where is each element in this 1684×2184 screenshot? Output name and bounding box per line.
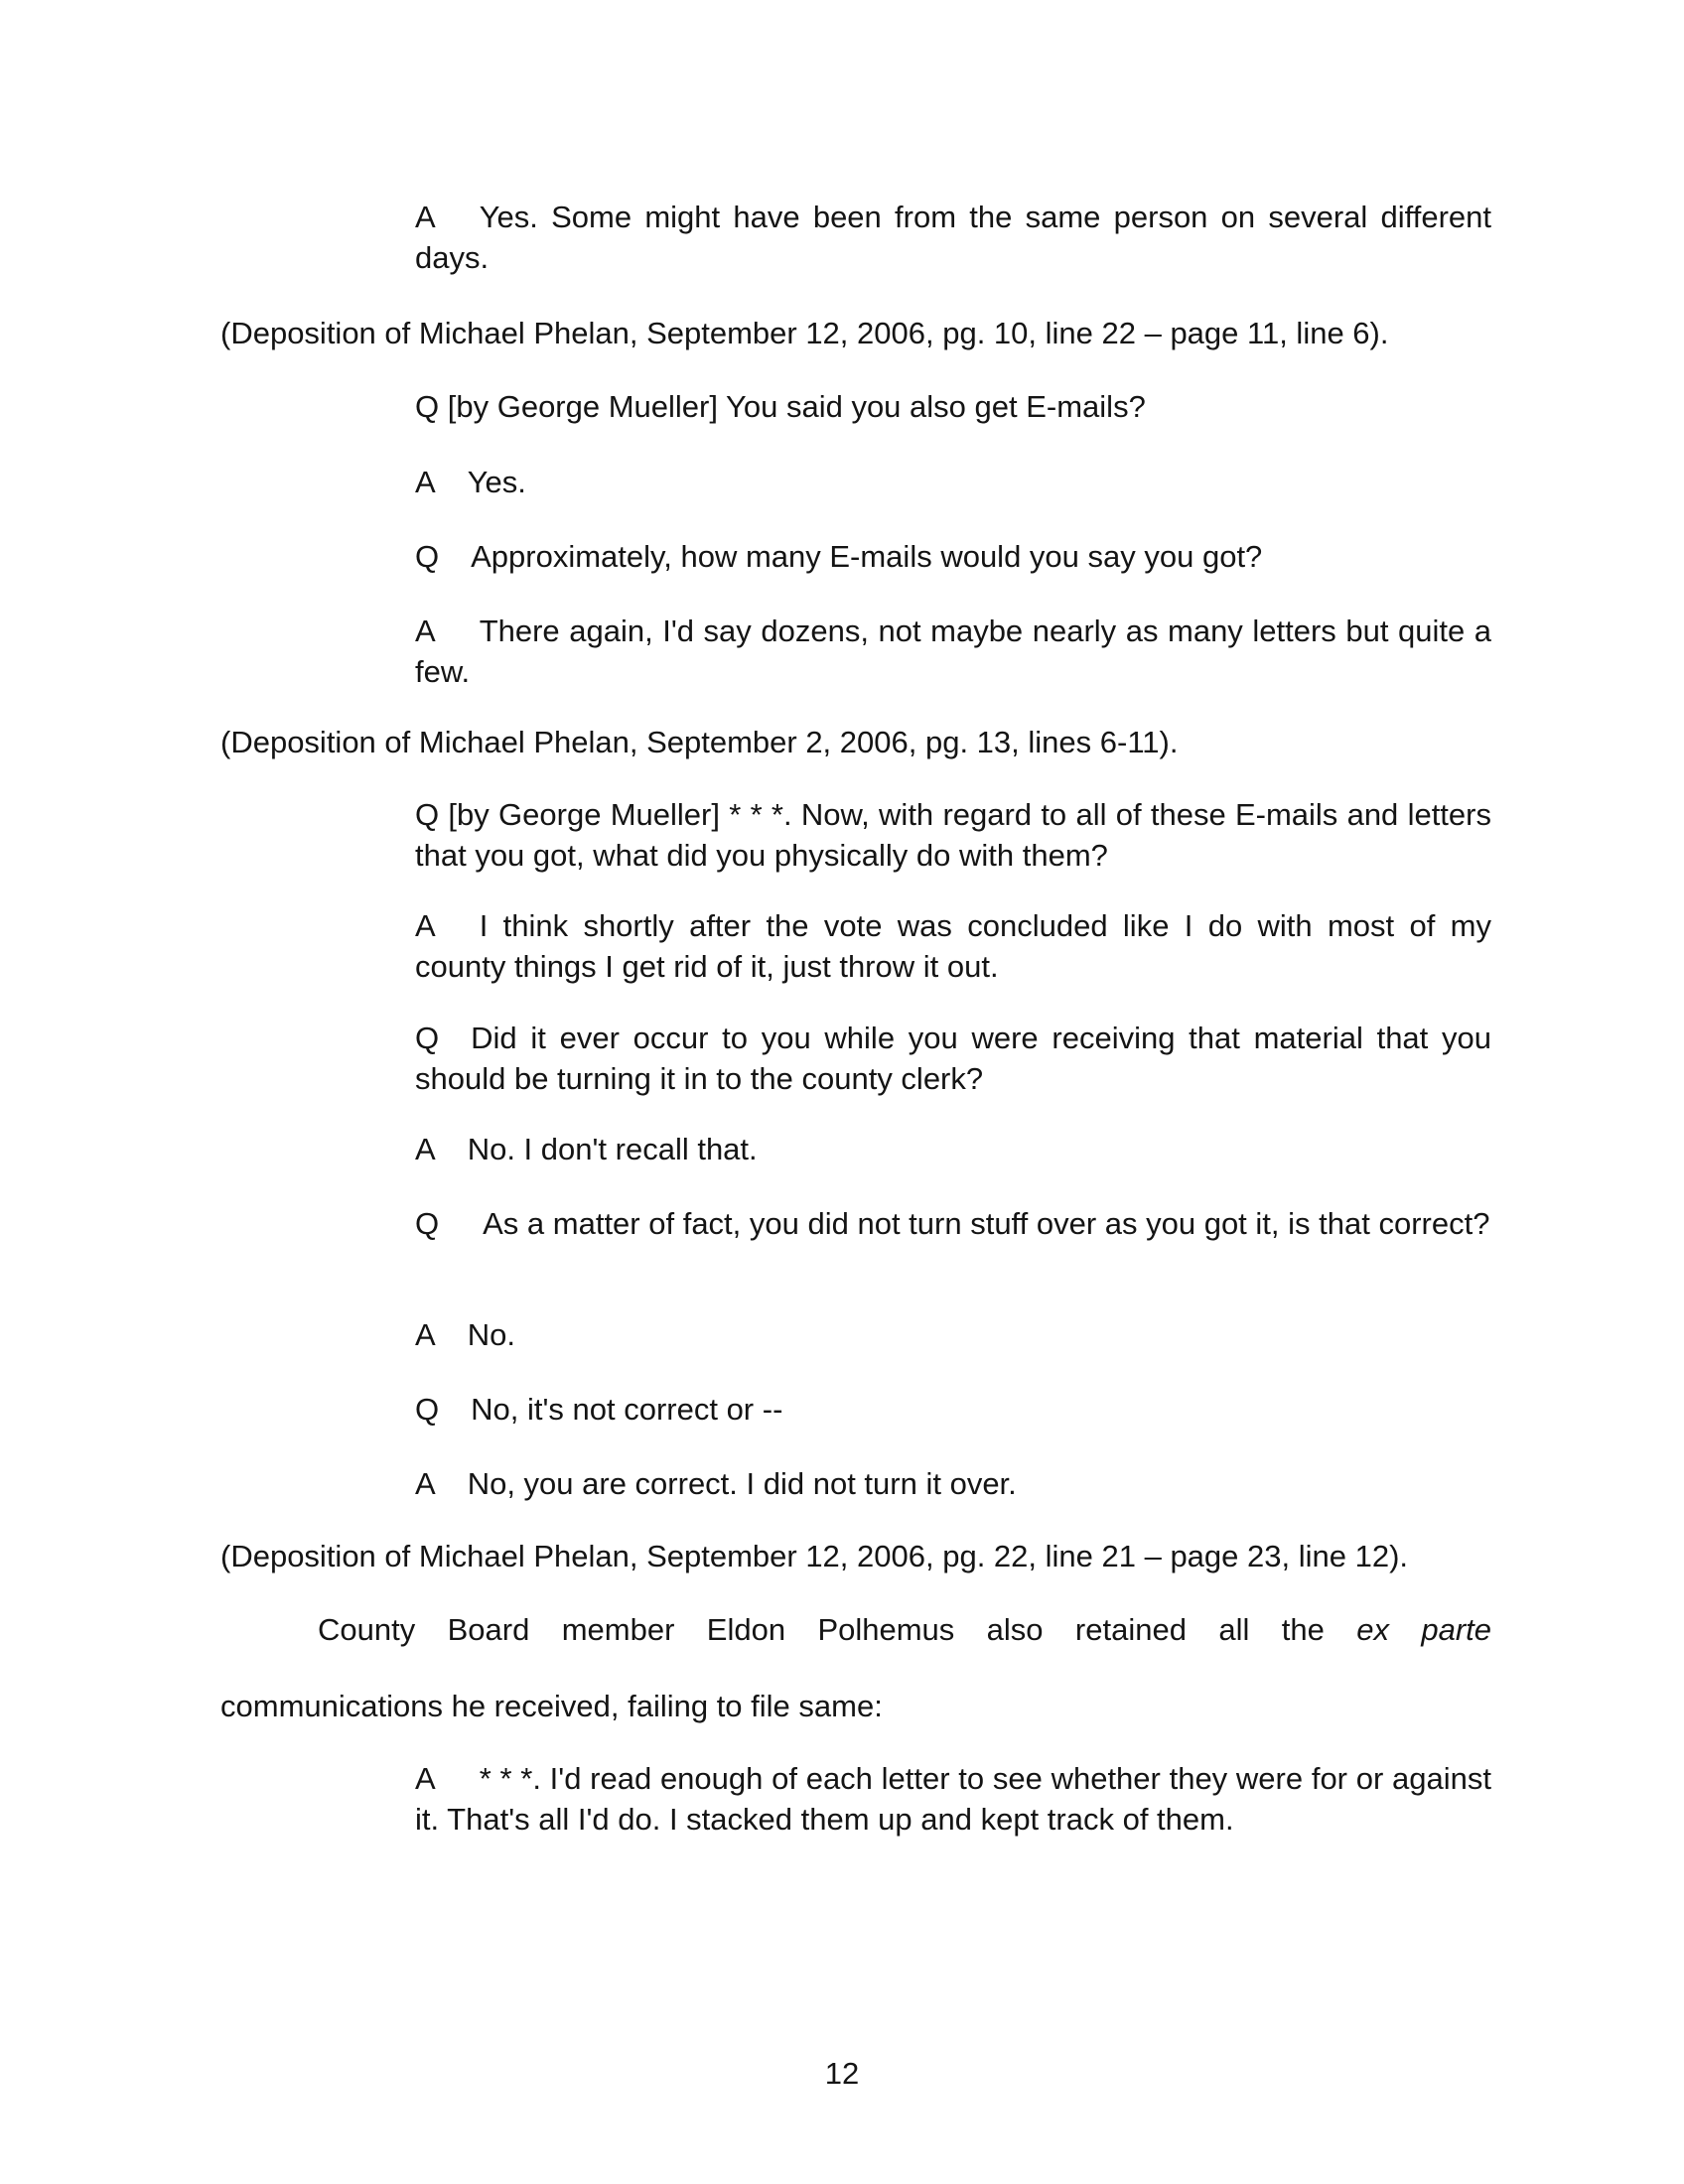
deposition-citation: (Deposition of Michael Phelan, September 12, 2006, pg. 22, line 21 – page 23, line 12). <box>220 1539 1409 1573</box>
answer-paragraph <box>415 1758 1491 1840</box>
question-marker: Q <box>415 1021 440 1055</box>
question-text: [by George Mueller] * * *. Now, with regard to all of these E-mails and letters that you got, what did you physically do with them? <box>415 797 1491 873</box>
answer-marker: A <box>415 614 436 648</box>
answer-text: There again, I'd say dozens, not maybe nearly as many letters but quite a few. <box>415 614 1491 689</box>
question-paragraph <box>415 536 1491 577</box>
answer-marker: A <box>415 908 436 943</box>
answer-marker: A <box>415 1761 436 1796</box>
body-paragraph-line-1 <box>318 1609 1491 1650</box>
answer-marker: A <box>415 1317 436 1352</box>
question-paragraph <box>415 794 1491 876</box>
body-italic-term: ex parte <box>1356 1612 1491 1647</box>
answer-text: No. <box>467 1317 515 1352</box>
answer-text: Yes. <box>467 465 526 499</box>
question-marker: Q <box>415 797 440 832</box>
answer-paragraph <box>415 197 1491 278</box>
answer-paragraph <box>415 462 1491 502</box>
answer-paragraph <box>415 1463 1491 1504</box>
question-paragraph <box>415 1203 1491 1244</box>
question-marker: Q <box>415 1392 440 1427</box>
question-paragraph <box>415 386 1491 427</box>
answer-text: No. I don't recall that. <box>467 1132 758 1166</box>
body-text: County Board member Eldon Polhemus also retained all the <box>318 1612 1325 1647</box>
answer-marker: A <box>415 1466 436 1501</box>
answer-text: * * *. I'd read enough of each letter to see whether they were for or against it. That's all I'd do. I stacked them up and kept track of them. <box>415 1761 1491 1837</box>
question-text: Did it ever occur to you while you were receiving that material that you should be turning it in to the county clerk? <box>415 1021 1491 1096</box>
question-paragraph <box>415 1018 1491 1099</box>
answer-paragraph <box>415 611 1491 692</box>
question-marker: Q <box>415 539 440 574</box>
page-number: 12 <box>824 2056 860 2091</box>
answer-text: No, you are correct. I did not turn it over. <box>467 1466 1017 1501</box>
question-marker: Q <box>415 1206 440 1241</box>
deposition-citation: (Deposition of Michael Phelan, September 12, 2006, pg. 10, line 22 – page 11, line 6). <box>220 316 1389 350</box>
answer-marker: A <box>415 200 436 234</box>
question-text: Approximately, how many E-mails would you say you got? <box>471 539 1263 574</box>
question-text: As a matter of fact, you did not turn stuff over as you got it, is that correct? <box>483 1206 1490 1241</box>
body-paragraph-line-2: communications he received, failing to file same: <box>220 1689 883 1723</box>
answer-marker: A <box>415 1132 436 1166</box>
answer-paragraph <box>415 1314 1491 1355</box>
deposition-citation: (Deposition of Michael Phelan, September 2, 2006, pg. 13, lines 6-11). <box>220 725 1179 759</box>
answer-paragraph <box>415 1129 1491 1169</box>
question-text: No, it's not correct or -- <box>471 1392 783 1427</box>
answer-text: I think shortly after the vote was concluded like I do with most of my county things I get rid of it, just throw it out. <box>415 908 1491 984</box>
answer-marker: A <box>415 465 436 499</box>
question-marker: Q <box>415 389 440 424</box>
answer-paragraph <box>415 905 1491 987</box>
question-text: [by George Mueller] You said you also get E-mails? <box>447 389 1146 424</box>
answer-text: Yes. Some might have been from the same person on several different days. <box>415 200 1491 275</box>
question-paragraph <box>415 1389 1491 1430</box>
